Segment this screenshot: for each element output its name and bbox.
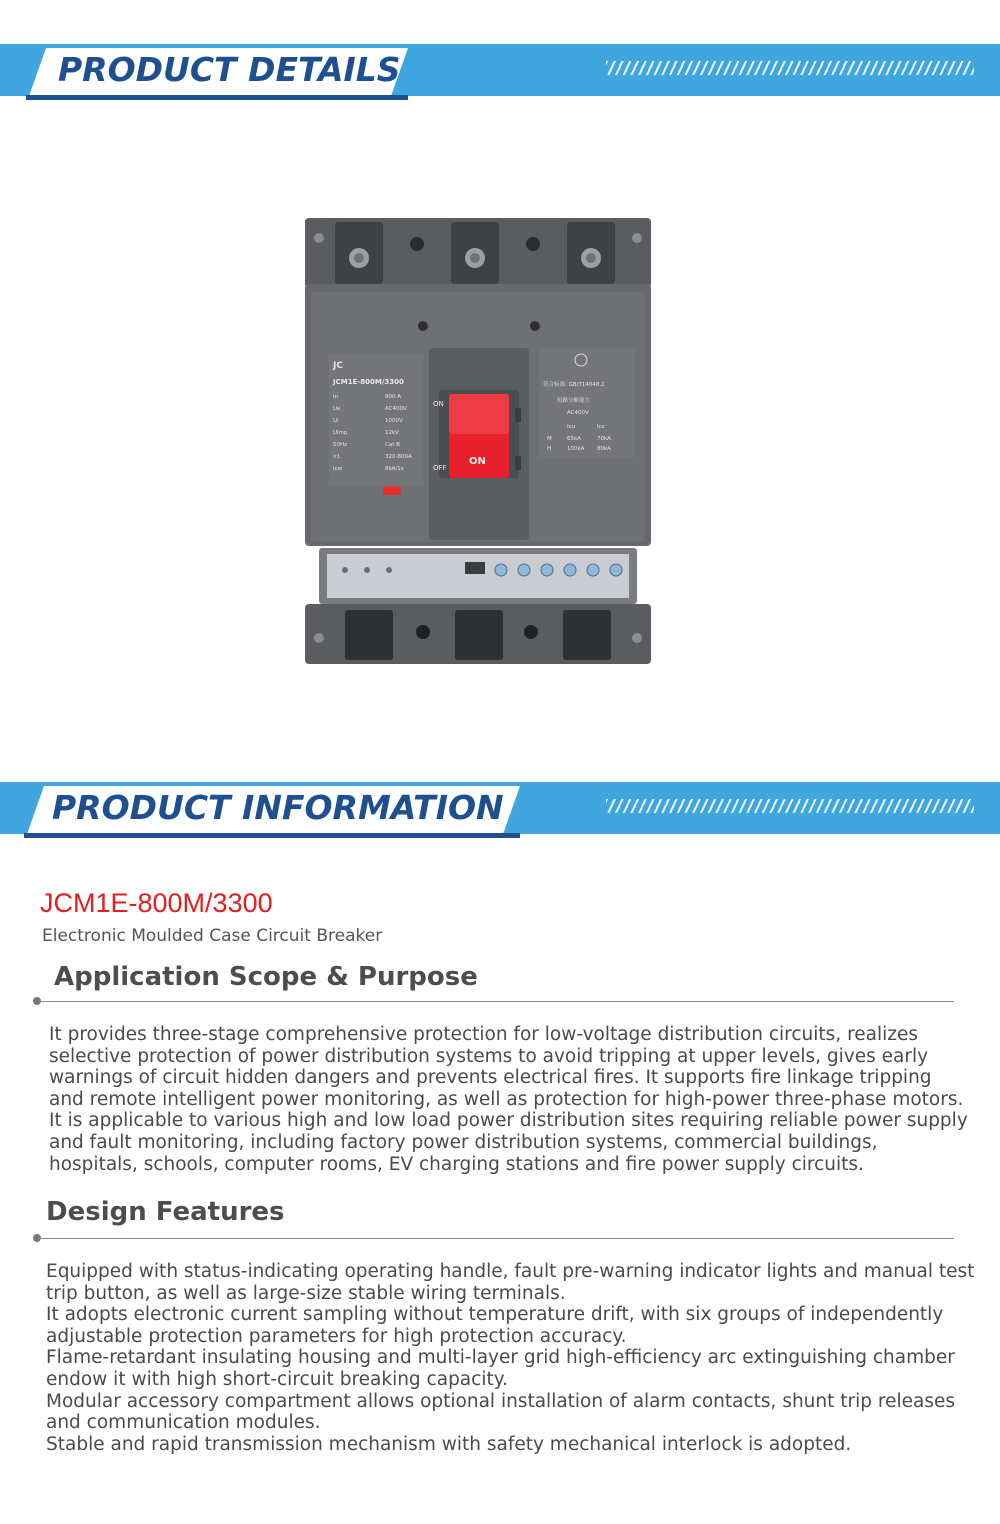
features-heading: Design Features [46,1197,285,1227]
feature-item: Modular accessory compartment allows optional installation of alarm contacts, shunt trip releases and communication modules. [46,1390,955,1434]
rating-value: 800 A [385,394,402,400]
breaking-cell: 80kA [597,446,611,452]
section-divider [38,1238,954,1239]
breaking-cell: H [547,446,552,452]
rating-value: 8kA/1s [385,466,404,472]
handle-on-label: ON [469,456,486,467]
breaking-cell: M [547,436,552,442]
banner-tab-underline [26,95,408,100]
section-divider [38,1001,954,1002]
rating-key: In [333,394,339,400]
device-model-label: JCM1E-800M/3300 [333,378,404,386]
rating-value: 320-800A [385,454,412,460]
breaking-cell: 100kA [567,446,585,452]
banner-title: PRODUCT DETAILS [58,50,401,89]
breaking-title: 短路分断能力 [557,398,591,404]
product-information-banner [0,782,1000,834]
product-image [305,218,651,664]
rating-key: 50Hz [333,442,348,448]
rating-value: 12kV [385,430,399,436]
banner-stripes [606,799,974,813]
rating-key: Uimp [333,430,348,436]
adjustment-dial [541,564,553,576]
standard-label: 符合标准: GB/T14048.2 [543,382,605,388]
feature-item: Flame-retardant insulating housing and multi-layer grid high-efficiency arc extinguishing chamber endow it with high short-circuit breaking capacity. [46,1347,955,1390]
brand-logo: JC [333,361,343,371]
breaking-header: Icu [567,424,576,430]
rating-key: Ue [333,406,341,412]
product-name: Electronic Moulded Case Circuit Breaker [42,926,383,946]
scope-heading: Application Scope & Purpose [54,962,478,992]
product-details-banner [0,44,1000,96]
adjustment-dial [518,564,530,576]
rating-value: AC400V [385,406,407,412]
scope-paragraph: It provides three-stage comprehensive protection for low-voltage distribution circuits, realizes selective protection of power distribution systems to avoid tripping at upper levels, gives early warnings of circuit hidden dangers and prevents electrical fires. It supports fire linkage tripping and remote intelligent power monitoring, as well as protection for high-power three-phase motors. It is applicable to various high and low load power distribution sites requiring reliable power supply and fault monitoring, including factory power distribution systems, commercial buildings, hospitals, schools, computer rooms, EV charging stations and fire power supply circuits. [49,1024,968,1175]
rating-value: Cat B [385,442,400,448]
feature-item: Stable and rapid transmission mechanism with safety mechanical interlock is adopted. [46,1433,852,1455]
rating-key: Icw [333,466,343,472]
breaking-cell: 65kA [567,436,581,442]
breaking-cell: 70kA [597,436,611,442]
adjustment-dial [587,564,599,576]
rating-value: 1000V [385,418,403,424]
banner-stripes [606,61,974,75]
product-model: JCM1E-800M/3300 [40,888,273,918]
rating-key: Ui [333,418,339,424]
on-marking: ON [433,400,444,408]
banner-tab-underline [24,833,520,838]
adjustment-dial [495,564,507,576]
off-marking: OFF [433,464,447,472]
voltage-label: AC400V [567,410,589,416]
feature-item: It adopts electronic current sampling without temperature drift, with six groups of independently adjustable protection parameters for high protection accuracy. [46,1304,944,1347]
rating-key: Ir1 [333,454,341,460]
breaking-header: Ics [597,424,605,430]
adjustment-dial [610,564,622,576]
banner-title: PRODUCT INFORMATION [52,788,504,827]
adjustment-dial [564,564,576,576]
features-list [46,1261,976,1455]
feature-item: Equipped with status-indicating operating handle, fault pre-warning indicator lights and manual test trip button, as well as large-size stable wiring terminals. [46,1261,975,1304]
